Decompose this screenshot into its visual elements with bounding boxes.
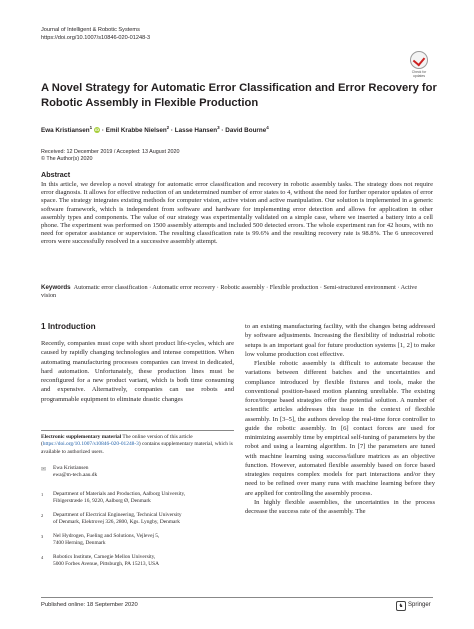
- footnote-divider: [41, 430, 234, 431]
- author-name[interactable]: Ewa Kristiansen: [41, 127, 90, 135]
- article-title: A Novel Strategy for Automatic Error Classification and Error Recovery for Robotic Assembly in Flexible Production: [41, 82, 437, 109]
- corresponding-author: [53, 465, 97, 479]
- footer-divider: [41, 597, 433, 598]
- intro-right-column: [245, 322, 435, 516]
- author-affiliation-mark: 4: [266, 125, 269, 130]
- contact-name: Ewa Kristiansen: [53, 465, 89, 471]
- received-accepted-dates: Received: 12 December 2019 / Accepted: 13 August 2020: [41, 149, 180, 155]
- keywords: [41, 284, 433, 300]
- abstract-heading: Abstract: [41, 170, 71, 179]
- esm-text: The online version of this article (: [41, 434, 193, 448]
- author-affiliation-mark: 3: [217, 125, 220, 130]
- author-affiliation-mark: 1: [89, 125, 93, 130]
- journal-header: [41, 26, 150, 42]
- affiliation-number: 1: [41, 492, 44, 497]
- intro-paragraph: Recently, companies must cope with short product life-cycles, which are caused by rapidly changing technologies and intense competition. When automating manufacturing processes companies can invest in dedicated, hard automation. Unfortunately, these production lines must be reconfigured for a new product variant, which is both time consuming and expensive. Alternatively, companies can use robots and programmable equipment to eliminate drastic changes: [41, 340, 234, 403]
- journal-doi-link[interactable]: https://doi.org/10.1007/s10846-020-01248-3: [41, 35, 151, 41]
- springer-horse-icon: ♞: [396, 601, 406, 611]
- intro-paragraph: Flexible robotic assembly is difficult to automate because the variations between different batches and the uncertainties and compliance introduced by flexible fixtures and tools, make the conventional position-based motion planning unreliable. The existing force/torque based strategies offer the potential solution. A number of scientific articles addresses this issue in the context of flexible assembly. In [3–5], the authors develop the real-time force controller to guide the robotic assembly. In [6] contact forces are used for minimizing assembly time by empirical self-tuning of parameters by the robot and using a learning algorithm. In [7] the parameters are tuned with machine learning using success/failure matrices as an objective function. However, automated flexible assembly based on force based strategies requires complex models for part interactions and/or they need to be refined over many runs with machine learning before they are applied for controlling the assembly process.: [245, 360, 435, 497]
- badge-label-1: Check for: [411, 70, 427, 74]
- crossmark-icon: [410, 51, 428, 69]
- author-separator: ·: [219, 127, 226, 135]
- affiliation-number: 3: [41, 534, 44, 539]
- envelope-icon: ✉: [41, 467, 47, 473]
- affiliation-number: 2: [41, 513, 44, 518]
- author-separator: ·: [100, 127, 106, 135]
- affiliation-line: Department of Electrical Engineering, Technical University: [53, 512, 182, 518]
- keywords-list: Automatic error classification · Automatic error recovery · Robotic assembly · Flexible production · Semi-structured environment · Active vision: [41, 284, 418, 300]
- contact-email[interactable]: ewa@m-tech.aau.dk: [53, 472, 98, 478]
- article-dates: [41, 149, 179, 163]
- publisher-name: Springer: [408, 602, 431, 608]
- section-heading-introduction: 1 Introduction: [41, 322, 96, 331]
- affiliation-line: Nel Hydrogen, Fueling and Solutions, Vejlevej 5,: [53, 533, 160, 539]
- author-separator: ·: [169, 127, 175, 135]
- affiliation-line: Department of Materials and Production, Aalborg University,: [53, 491, 186, 497]
- esm-label: Electronic supplementary material: [41, 434, 122, 440]
- author-name[interactable]: David Bourne: [225, 127, 267, 135]
- affiliation-line: of Denmark, Elektrovej 326, 2800, Kgs. Lyngby, Denmark: [53, 519, 180, 525]
- journal-name: Journal of Intelligent & Robotic Systems: [41, 27, 140, 33]
- affiliation-item: [41, 512, 234, 526]
- keywords-label: Keywords: [41, 284, 71, 291]
- badge-label-2: updates: [412, 74, 426, 78]
- affiliation-item: [41, 554, 234, 568]
- copyright-notice: © The Author(s) 2020: [41, 156, 93, 162]
- affiliation-number: 4: [41, 555, 44, 560]
- affiliation-item: [41, 491, 234, 505]
- check-for-updates-badge[interactable]: [407, 51, 431, 78]
- published-online-date: Published online: 18 September 2020: [41, 602, 138, 608]
- publisher-logo: [396, 601, 431, 611]
- intro-left-column: [41, 339, 234, 404]
- author-name[interactable]: Lasse Hansen: [174, 127, 218, 135]
- esm-doi-link[interactable]: https://doi.org/10.1007/s10846-020-01248-3: [42, 441, 139, 448]
- affiliation-line: 7400 Herning, Denmark: [53, 540, 106, 546]
- abstract-text: In this article, we develop a novel strategy for automatic error classification and recovery in robotic assembly tasks. The strategy does not require error diagnosis. It allows for effective reduction of an undetermined number of error states to 4, without the need for further operator updates of error space. The strategy integrates existing methods for computer vision, active vision and active manipulation. Our solution is implemented in a generic software framework, which is independent from software and hardware for implementing error detection and allows for application in other assembly types and components. The value of our strategy was experimentally validated on a simple case, where we inserted a battery into a cell phone. The experiment was performed on 1500 assembly attempts and included 500 detected errors. The whole experiment ran for 42 hours, with no need for operator assistance or supervision. The resulting classification rate is 99.6% and the resulting recovery rate is 98.8%. The 6 unrecovered errors were successfully resolved in a successive assembly attempt.: [41, 181, 433, 246]
- intro-paragraph: to an existing manufacturing facility, with the changes being addressed by software adjustments. Increasing the flexibility of industrial robotic setups is an important goal for future production systems [1, 2] to make low volume production cost effective.: [245, 323, 435, 358]
- intro-paragraph: In highly flexible assemblies, the uncertainties in the process decrease the success rate of the assembly. The: [245, 498, 435, 515]
- affiliation-line: Robotics Institute, Carnegie Mellon University,: [53, 554, 156, 560]
- affiliation-line: Fibigerstræde 16, 9220, Aalborg Ø, Denmark: [53, 498, 151, 504]
- author-name[interactable]: Emil Krabbe Nielsen: [105, 127, 167, 135]
- affiliation-line: 5000 Forbes Avenue, Pittsburgh, PA 15213, USA: [53, 561, 160, 567]
- author-affiliation-mark: 2: [166, 125, 170, 130]
- author-list: [41, 124, 269, 135]
- orcid-icon[interactable]: iD: [95, 127, 100, 133]
- supplementary-material-note: [41, 434, 234, 456]
- esm-text: ) contains supplementary material, which is available to authorized users.: [41, 441, 233, 455]
- affiliation-item: [41, 533, 234, 547]
